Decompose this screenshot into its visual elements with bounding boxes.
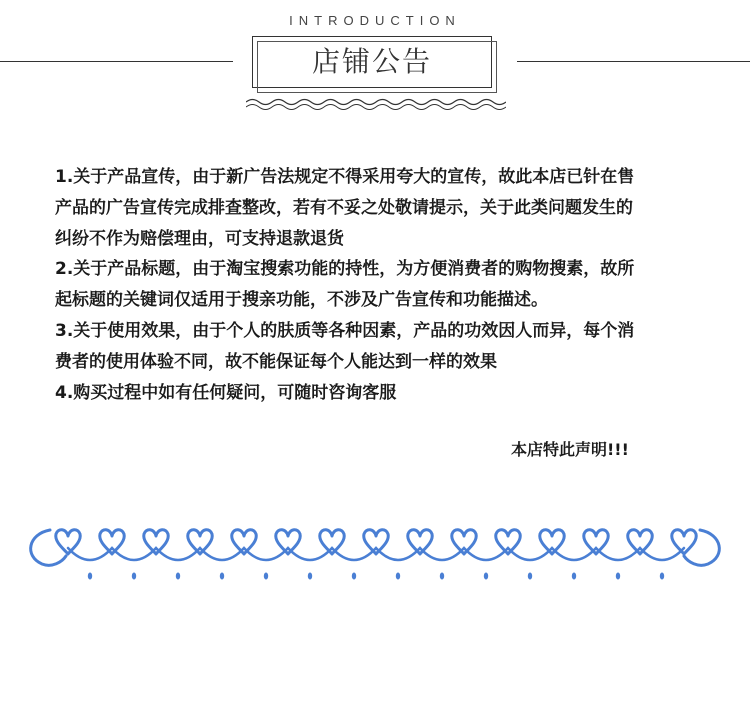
droplet-icon (484, 573, 488, 580)
notice-line: 起标题的关键词仅适用于搜亲功能，不涉及广告宣传和功能描述。 (55, 290, 548, 311)
heart-icon (100, 530, 124, 554)
page-title: 店铺公告 (311, 45, 432, 78)
droplet-icon (528, 573, 532, 580)
heart-icon (408, 530, 432, 554)
heart-icon (452, 530, 476, 554)
notice-line: 4.购买过程中如有任何疑问，可随时咨询客服 (55, 382, 397, 403)
droplet-icon (440, 573, 444, 580)
title-wave-decoration (246, 96, 506, 114)
closing-statement: 本店特此声明!!! (511, 440, 629, 459)
heart-border-decoration (20, 520, 730, 590)
droplet-icon (176, 573, 180, 580)
droplet-icon (572, 573, 576, 580)
heart-icon (56, 530, 80, 554)
droplet-icon (616, 573, 620, 580)
heart-icon (540, 530, 564, 554)
notice-line: 3.关于使用效果，由于个人的肤质等各种因素，产品的功效因人而异，每个消 (55, 320, 635, 341)
droplet-icon (220, 573, 224, 580)
heart-icon (232, 530, 256, 554)
heart-icon (320, 530, 344, 554)
heart-icon (672, 530, 696, 554)
heart-icon (584, 530, 608, 554)
droplet-icon (264, 573, 268, 580)
droplet-icon (396, 573, 400, 580)
header-rule-left (0, 61, 233, 62)
notice-line: 费者的使用体验不同，故不能保证每个人能达到一样的效果 (55, 351, 497, 372)
wave-line-bottom (246, 105, 506, 110)
droplet-icon (88, 573, 92, 580)
droplet-icon (352, 573, 356, 580)
intro-eyebrow: INTRODUCTION (289, 13, 461, 28)
heart-icon (628, 530, 652, 554)
notice-line: 2.关于产品标题，由于淘宝搜索功能的持性，为方便消费者的购物搜素，故所 (55, 259, 635, 280)
droplet-icon (132, 573, 136, 580)
wave-line-top (246, 100, 506, 105)
droplet-icon (308, 573, 312, 580)
heart-icon (144, 530, 168, 554)
header-rule-right (517, 61, 750, 62)
heart-icon (188, 530, 212, 554)
droplet-icon (660, 573, 664, 580)
heart-icon (276, 530, 300, 554)
notice-line: 1.关于产品宣传，由于新广告法规定不得采用夸大的宣传，故此本店已针在售 (55, 167, 635, 187)
notice-line: 纠纷不作为赔偿理由，可支持退款退货 (55, 228, 344, 249)
notice-line: 产品的广告宣传完成排查整改，若有不妥之处敬请提示，关于此类问题发生的 (55, 197, 633, 218)
heart-icon (496, 530, 520, 554)
notice-body (55, 162, 715, 408)
heart-icon (364, 530, 388, 554)
